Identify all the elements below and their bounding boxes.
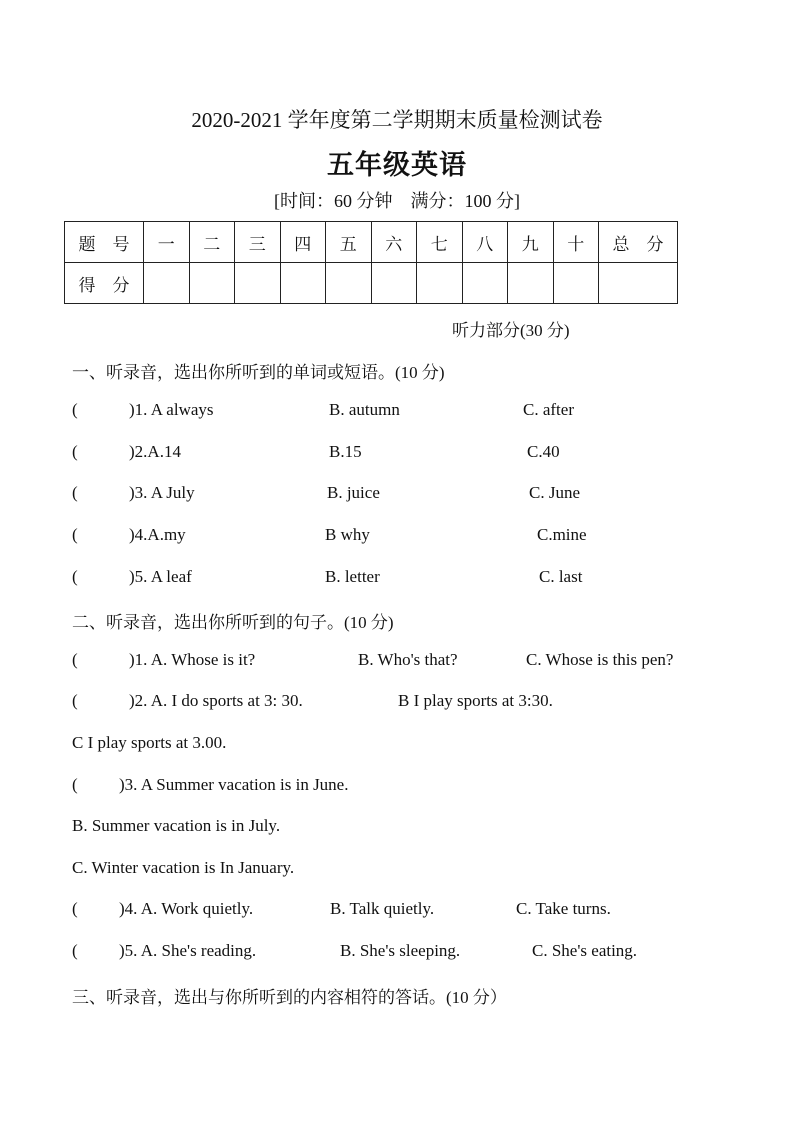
option-c: C. Take turns.: [516, 899, 611, 918]
section1-title: 一、听录音，选出你所听到的单词或短语。(10 分): [72, 363, 445, 382]
score-input-cell[interactable]: [144, 263, 190, 304]
answer-paren[interactable]: (: [72, 442, 78, 461]
answer-paren[interactable]: (: [72, 650, 78, 669]
score-table-score-row: [65, 263, 678, 304]
score-table: [64, 221, 678, 304]
score-input-cell[interactable]: [462, 263, 508, 304]
score-input-cell[interactable]: [371, 263, 417, 304]
option-b: B. juice: [327, 483, 380, 502]
option-c: C.40: [527, 442, 560, 461]
option-c: C. June: [529, 483, 580, 502]
option-a: )5. A leaf: [129, 567, 192, 586]
score-input-cell[interactable]: [553, 263, 599, 304]
score-cell: 题 号: [65, 222, 144, 263]
exam-title: 2020-2021 学年度第二学期期末质量检测试卷: [191, 108, 603, 132]
score-row-label: 得 分: [65, 263, 144, 304]
answer-paren[interactable]: (: [72, 400, 78, 419]
score-cell: 五: [326, 222, 372, 263]
option-a: )3. A July: [129, 483, 195, 502]
score-cell: 六: [371, 222, 417, 263]
score-cell: 总 分: [599, 222, 678, 263]
score-table-header-row: [65, 222, 678, 263]
section3-title: 三、听录音，选出与你所听到的内容相符的答话。(10 分）: [72, 988, 507, 1007]
answer-paren[interactable]: (: [72, 567, 78, 586]
score-input-cell[interactable]: [326, 263, 372, 304]
score-cell: 九: [508, 222, 554, 263]
score-cell: 三: [235, 222, 281, 263]
option-b: B. letter: [325, 567, 380, 586]
option-a: )1. A. Whose is it?: [129, 650, 256, 669]
option-b: B. autumn: [329, 400, 400, 419]
answer-paren[interactable]: (: [72, 483, 78, 502]
score-input-cell[interactable]: [417, 263, 463, 304]
option-b: B.15: [329, 442, 362, 461]
option-c: C.mine: [537, 525, 587, 544]
answer-paren[interactable]: (: [72, 691, 78, 710]
option-c: C. last: [539, 567, 583, 586]
score-cell: 一: [144, 222, 190, 263]
option-c: C I play sports at 3.00.: [72, 733, 227, 752]
score-cell: 八: [462, 222, 508, 263]
score-input-cell[interactable]: [280, 263, 326, 304]
exam-meta: [时间：60 分钟 满分：100 分]: [274, 191, 520, 211]
option-a: )3. A Summer vacation is in June.: [119, 775, 349, 794]
option-c: C. after: [523, 400, 574, 419]
score-cell: 七: [417, 222, 463, 263]
option-b: B. Talk quietly.: [330, 899, 435, 918]
option-a: )2. A. I do sports at 3: 30.: [129, 691, 303, 710]
score-input-cell[interactable]: [508, 263, 554, 304]
answer-paren[interactable]: (: [72, 775, 78, 794]
option-a: )4.A.my: [129, 525, 186, 544]
option-b: B I play sports at 3:30.: [398, 691, 553, 710]
score-cell: 十: [553, 222, 599, 263]
answer-paren[interactable]: (: [72, 899, 78, 918]
option-c: C. Winter vacation is In January.: [72, 858, 295, 877]
option-c: C. She's eating.: [532, 941, 638, 960]
option-a: )2.A.14: [129, 442, 181, 461]
option-a: )4. A. Work quietly.: [119, 899, 254, 918]
option-c: C. Whose is this pen?: [526, 650, 674, 669]
score-input-cell[interactable]: [599, 263, 678, 304]
score-input-cell[interactable]: [189, 263, 235, 304]
score-cell: 四: [280, 222, 326, 263]
option-a: )1. A always: [129, 400, 214, 419]
section2-title: 二、听录音，选出你所听到的句子。(10 分): [72, 613, 394, 632]
option-b: B. Who's that?: [358, 650, 458, 669]
option-b: B why: [325, 525, 370, 544]
score-cell: 二: [189, 222, 235, 263]
option-b: B. Summer vacation is in July.: [72, 816, 281, 835]
score-input-cell[interactable]: [235, 263, 281, 304]
answer-paren[interactable]: (: [72, 941, 78, 960]
option-a: )5. A. She's reading.: [119, 941, 257, 960]
answer-paren[interactable]: (: [72, 525, 78, 544]
subject-title: 五年级英语: [327, 150, 467, 180]
option-b: B. She's sleeping.: [340, 941, 461, 960]
listening-section-label: 听力部分(30 分): [452, 321, 570, 340]
